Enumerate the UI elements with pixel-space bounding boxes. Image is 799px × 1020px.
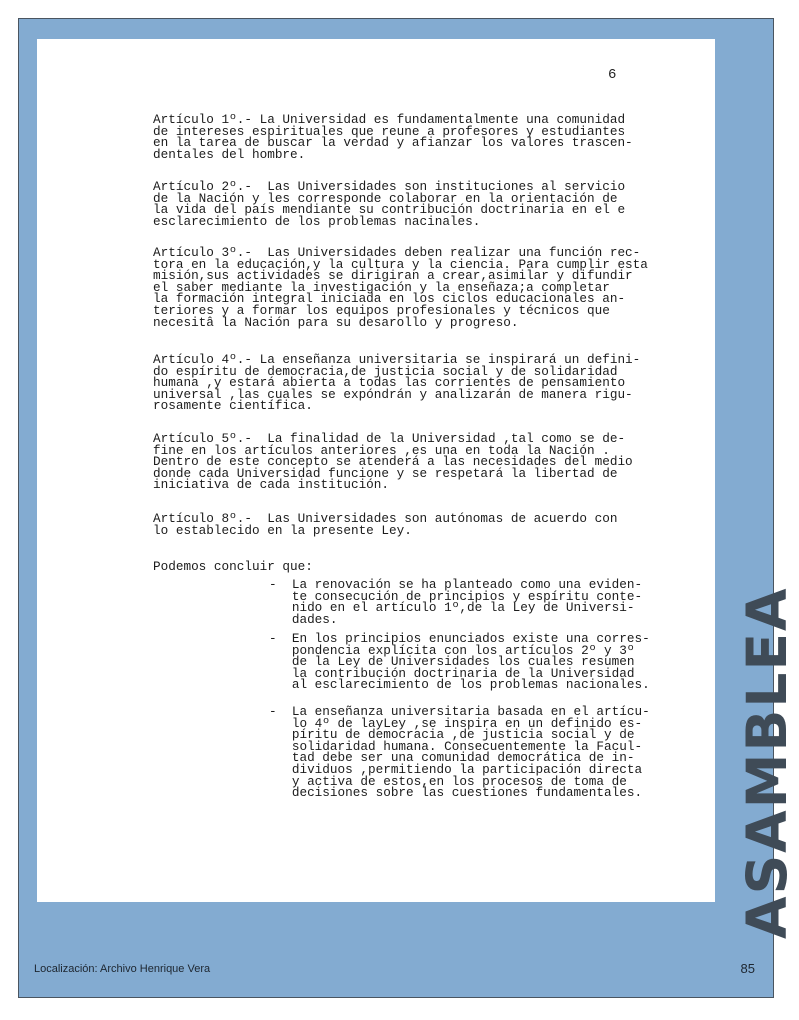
conclusion-bullet: - La enseñanza universitaria basada en el artícu- lo 4º de layLey ,se inspira en un definido es- píritu de democracia ,de justicia social y de solidaridad humana. Consecuentemente la Facul- tad debe ser una comunidad democrática de in- dividuos ,permitiendo la participación directa y activa de estos,en los procesos de toma de decisiones sobre las cuestiones fundamentales.	[269, 704, 650, 801]
article-4: Artículo 4º.- La enseñanza universitaria se inspirará un defini- do espíritu de democracia,de justicia social y de solidaridad humana ,y estará abierta a todas las corrientes de pensamiento universal ,las cuales se expóndrán y analizarán de manera rigu- rosamente científica.	[153, 352, 641, 414]
document-page-number: 6	[608, 67, 617, 83]
page-number: 85	[740, 961, 755, 976]
article-5: Artículo 5º.- La finalidad de la Universidad ,tal como se de- fine en los artículos anteriores ,es una en toda la Nación . Dentro de este concepto se atenderá a las necesidades del medio donde cada Universidad funcione y se respetará la libertad de iniciativa de cada institución.	[153, 431, 633, 493]
article-2: Artículo 2º.- Las Universidades son instituciones al servicio de la Nación y les corresponde colaborar en la orientación de la vida del país mendiante su contribución doctrinaria en el e esclarecimiento de los problemas nacinales.	[153, 179, 626, 229]
source-caption: Localización: Archivo Henrique Vera	[34, 963, 211, 975]
page-frame	[18, 18, 799, 998]
conclusion-bullet: - La renovación se ha planteado como una eviden- te consecución de principios y espíritu conte- nido en el artículo 1º,de la Ley de Universi- dades.	[269, 577, 643, 627]
side-title: ASAMBLEA	[735, 586, 799, 939]
conclusion-bullet: - En los principios enunciados existe una corres- pondencia explícita con los artículos 2º y 3º de la Ley de Universidades los cuales resumen la contribución doctrinaria de la Universidad al esclarecimiento de los problemas nacionales.	[269, 631, 650, 693]
article-1: Artículo 1º.- La Universidad es fundamentalmente una comunidad de intereses espirituales que reune a profesores y estudiantes en la tarea de buscar la verdad y afianzar los valores trascen- dentales del hombre.	[153, 112, 633, 162]
article-3: Artículo 3º.- Las Universidades deben realizar una función rec- tora en la educación,y la cultura y la ciencia. Para cumplir esta misión,sus actividades se dirigiran a crear,asimilar y difundir el saber mediante la investigación y la enseñaza;a completar la formación integral iniciada en los ciclos educacionales an- teriores y a formar los equipos profesionales y técnicos que necesitâ la Nación para su desarollo y progreso.	[153, 245, 648, 330]
article-8: Artículo 8º.- Las Universidades son autónomas de acuerdo con lo establecido en la presente Ley.	[153, 511, 618, 538]
scanned-document	[37, 39, 715, 902]
conclusion-intro: Podemos concluir que:	[153, 559, 313, 574]
